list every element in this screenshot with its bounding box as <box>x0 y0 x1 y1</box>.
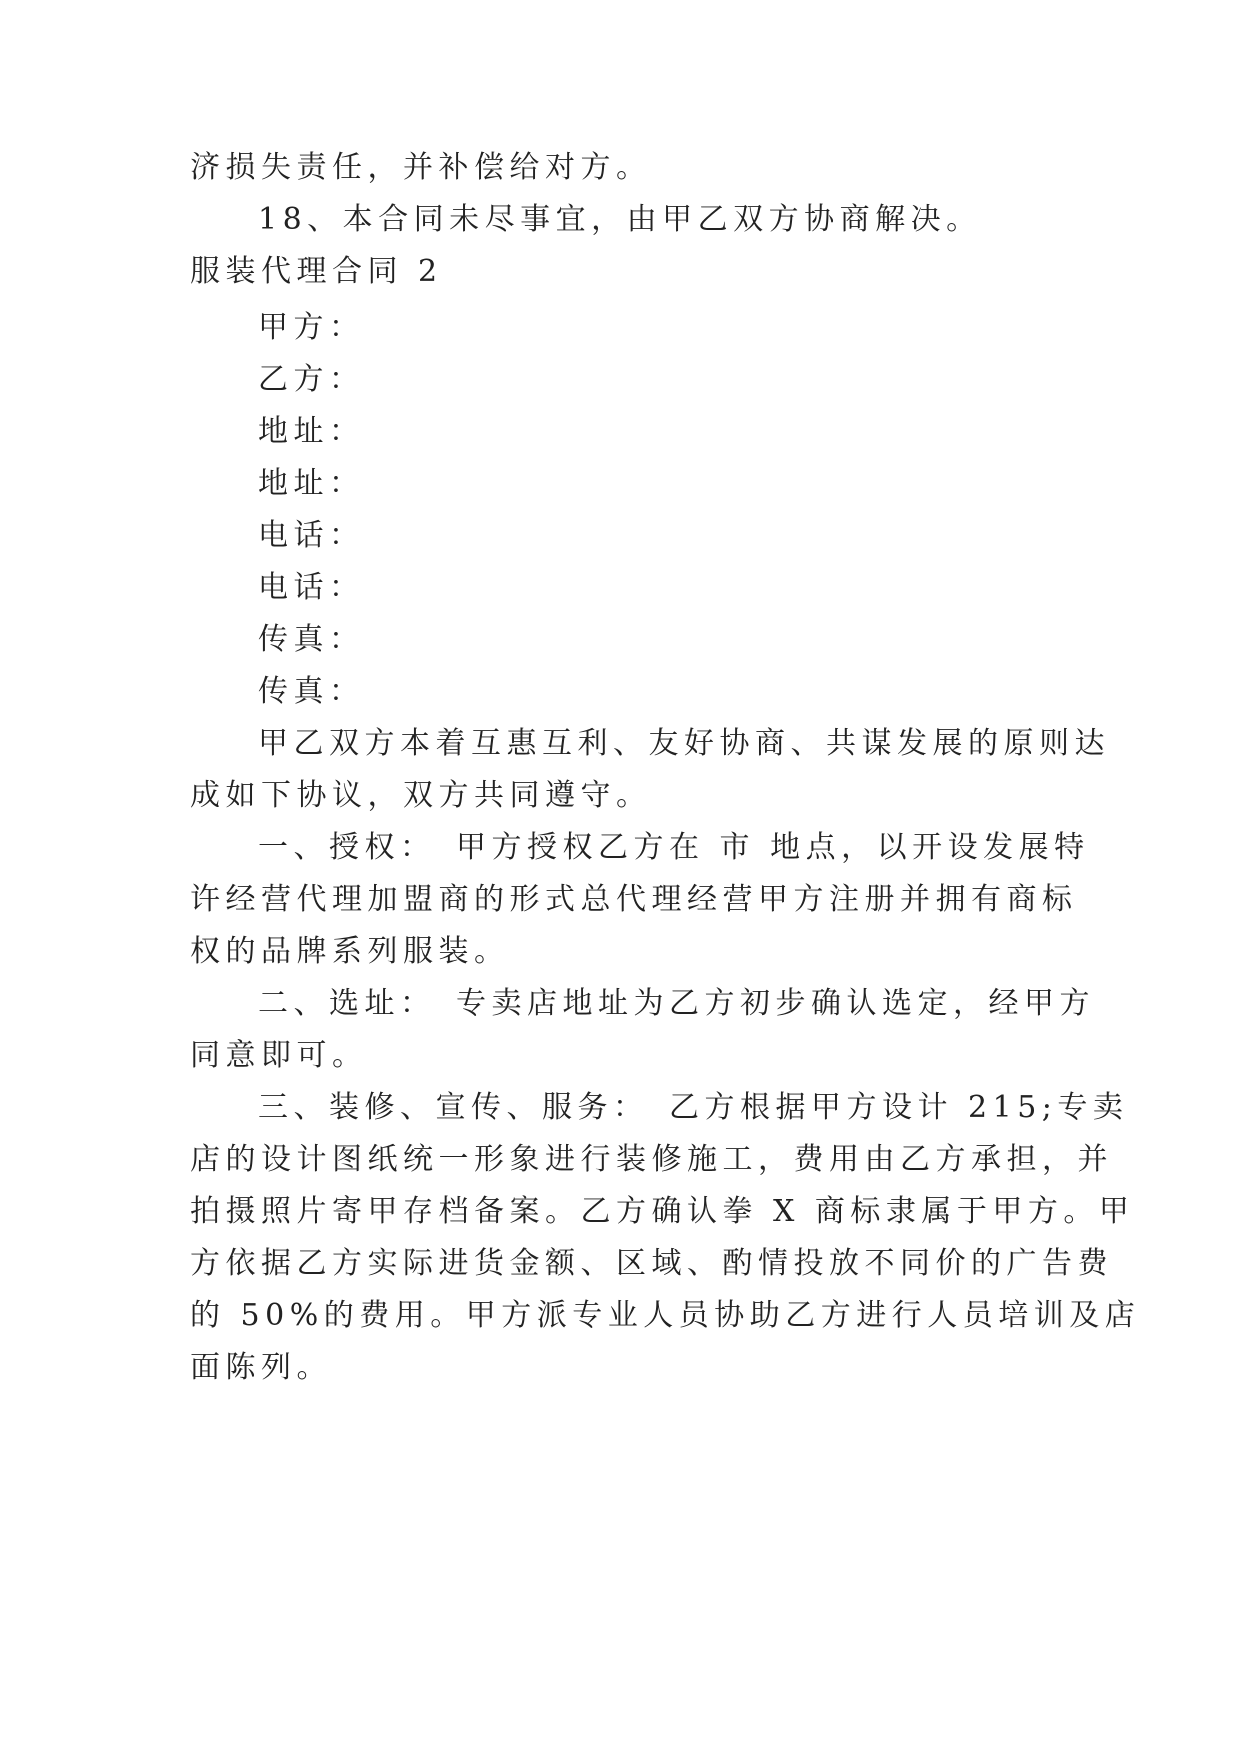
text-line: 方依据乙方实际进货金额、区域、酌情投放不同价的广告费 <box>190 1246 1113 1281</box>
field-label-phone: 电话： <box>258 570 365 605</box>
field-label-party-a: 甲方： <box>258 310 365 345</box>
text-line: 的 50%的费用。甲方派专业人员协助乙方进行人员培训及店 <box>190 1298 1141 1333</box>
text-line: 同意即可。 <box>190 1038 368 1073</box>
field-label-fax: 传真： <box>258 622 365 657</box>
text-line: 店的设计图纸统一形象进行装修施工，费用由乙方承担，并 <box>190 1142 1113 1177</box>
field-label-address: 地址： <box>258 414 365 449</box>
clause-heading-line: 二、选址： 专卖店地址为乙方初步确认选定，经甲方 <box>258 986 1095 1021</box>
field-label-party-b: 乙方： <box>258 362 365 397</box>
section-title: 服装代理合同 2 <box>190 254 443 289</box>
text-line: 甲乙双方本着互惠互利、友好协商、共谋发展的原则达 <box>258 726 1110 761</box>
text-line: 济损失责任，并补偿给对方。 <box>190 150 652 185</box>
field-label-address: 地址： <box>258 466 365 501</box>
field-label-fax: 传真： <box>258 674 365 709</box>
clause-heading-line: 一、授权： 甲方授权乙方在 市 地点，以开设发展特 <box>258 830 1090 865</box>
text-line: 成如下协议，双方共同遵守。 <box>190 778 652 813</box>
text-line: 权的品牌系列服装。 <box>190 934 510 969</box>
text-line: 拍摄照片寄甲存档备案。乙方确认拳 X 商标隶属于甲方。甲 <box>190 1194 1135 1229</box>
text-line: 面陈列。 <box>190 1350 332 1385</box>
clause-heading-line: 三、装修、宣传、服务： 乙方根据甲方设计 215;专卖 <box>258 1090 1129 1125</box>
text-line: 许经营代理加盟商的形式总代理经营甲方注册并拥有商标 <box>190 882 1078 917</box>
text-line: 18、本合同未尽事宜，由甲乙双方协商解决。 <box>258 202 982 237</box>
field-label-phone: 电话： <box>258 518 365 553</box>
